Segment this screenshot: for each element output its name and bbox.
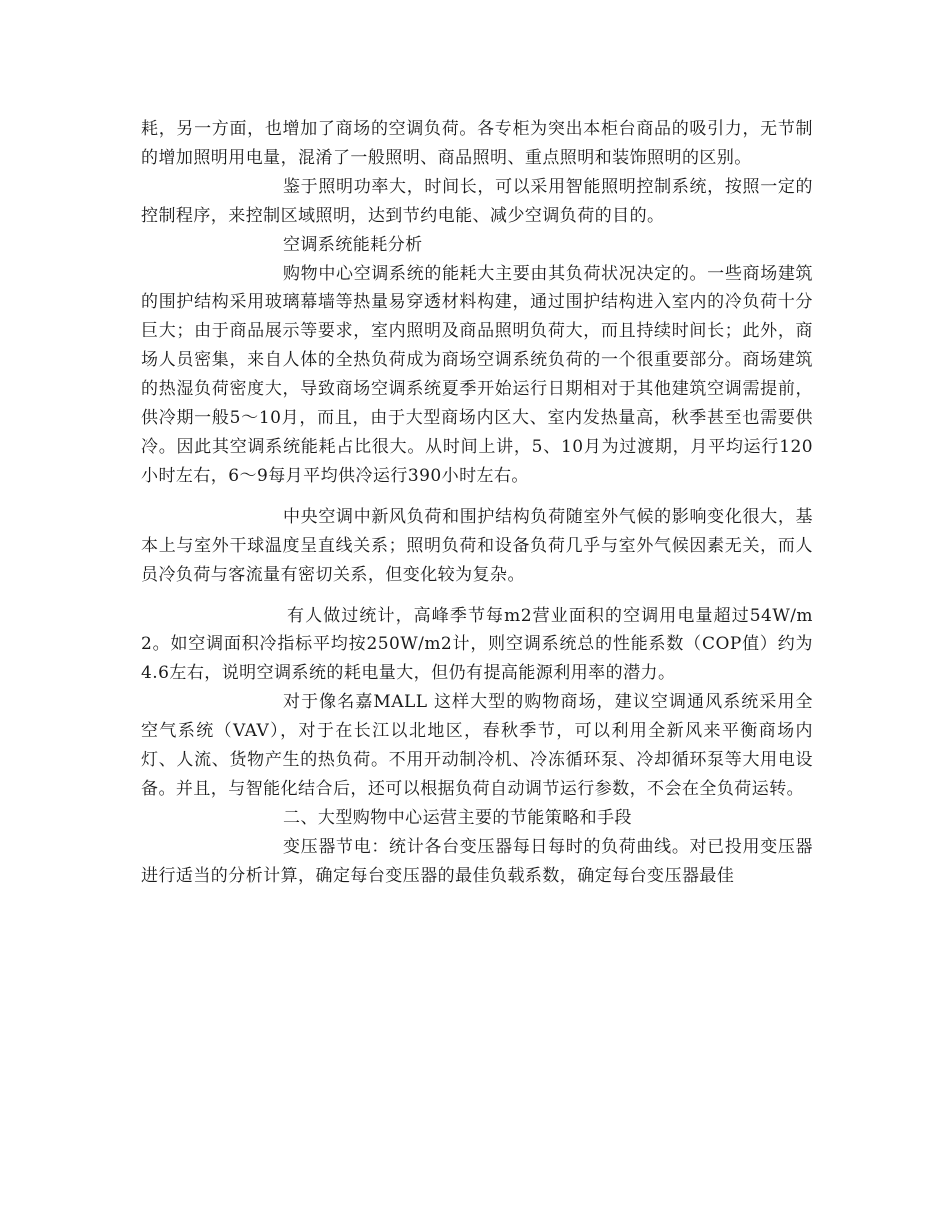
section-heading-energy-strategies: 二、大型购物中心运营主要的节能策略和手段 — [283, 807, 632, 828]
section-heading-hvac-energy: 空调系统能耗分析 — [283, 234, 423, 255]
document-body — [141, 115, 813, 891]
paragraph-hvac-load-analysis: 购物中心空调系统的能耗大主要由其负荷状况决定的。一些商场建筑的围护结构采用玻璃幕墙等热量易穿透材料构建，通过围护结构进入室内的冷负荷十分巨大；由于商品展示等要求，室内照明及商品照明负荷大，而且持续时间长；此外，商场人员密集，来自人体的全热负荷成为商场空调系统负荷的一个很重要部分。商场建筑的热湿负荷密度大，导致商场空调系统夏季开始运行日期相对于其他建筑空调需提前，供冷期一般5～10月，而且，由于大型商场内区大、室内发热量高，秋季甚至也需要供冷。因此其空调系统能耗占比很大。从时间上讲，5、10月为过渡期，月平均运行120小时左右，6～9每月平均供冷运行390小时左右。 — [141, 263, 813, 486]
paragraph-vav-recommendation: 对于像名嘉MALL 这样大型的购物商场，建议空调通风系统采用全空气系统（VAV），对于在长江以北地区，春秋季节，可以利用全新风来平衡商场内灯、人流、货物产生的热负荷。不用开动制冷机、冷冻循环泵、冷却循环泵等大用电设备。并且，与智能化结合后，还可以根据负荷自动调节运行参数，不会在全负荷运转。 — [141, 692, 813, 799]
paragraph-lighting-continuation: 耗，另一方面，也增加了商场的空调负荷。各专柜为突出本柜台商品的吸引力，无节制的增加照明用电量，混淆了一般照明、商品照明、重点照明和装饰照明的区别。 — [141, 119, 813, 168]
paragraph-transformer-saving: 变压器节电：统计各台变压器每日每时的负荷曲线。对已投用变压器进行适当的分析计算，确定每台变压器的最佳负载系数，确定每台变压器最佳 — [141, 836, 813, 886]
paragraph-statistics: 有人做过统计，高峰季节每m2营业面积的空调用电量超过54W/m2。如空调面积冷指标平均按250W/m2计，则空调系统总的性能系数（COP值）约为4.6左右，说明空调系统的耗电量大，但仍有提高能源利用率的潜力。 — [141, 605, 813, 684]
paragraph-smart-lighting: 鉴于照明功率大，时间长，可以采用智能照明控制系统，按照一定的控制程序，来控制区域照明，达到节约电能、减少空调负荷的目的。 — [141, 176, 813, 226]
paragraph-fresh-air-load: 中央空调中新风负荷和围护结构负荷随室外气候的影响变化很大，基本上与室外干球温度呈直线关系；照明负荷和设备负荷几乎与室外气候因素无关，而人员冷负荷与客流量有密切关系，但变化较为复杂。 — [141, 506, 813, 585]
